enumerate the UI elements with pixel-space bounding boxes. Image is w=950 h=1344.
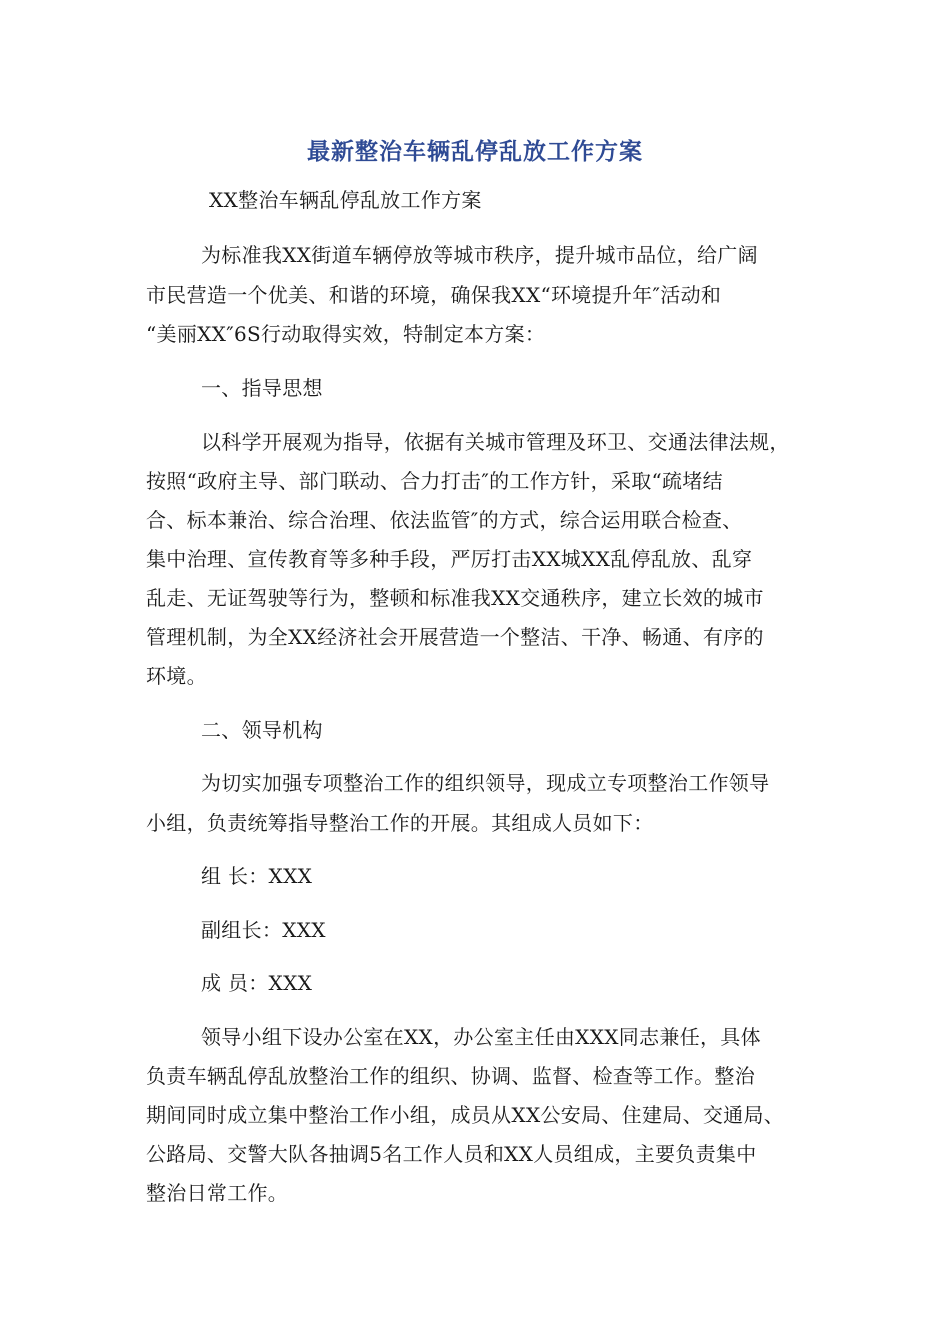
document-title: 最新整治车辆乱停乱放工作方案 [307,139,643,165]
section-heading-leadership: 二、领导机构 [201,718,323,742]
section1-line: 按照“政府主导、部门联动、合力打击″的工作方针，采取“疏堵结 [146,469,723,493]
section1-line: 环境。 [146,664,207,688]
section-heading-guiding: 一、指导思想 [201,376,323,400]
section1-line: 管理机制，为全XX经济社会开展营造一个整洁、干净、畅通、有序的 [146,625,764,649]
section2-line: 小组，负责统筹指导整治工作的开展。其组成人员如下： [146,811,654,835]
office-line: 期间同时成立集中整治工作小组，成员从XX公安局、住建局、交通局、 [146,1103,785,1127]
intro-line: 为标准我XX街道车辆停放等城市秩序，提升城市品位，给广阔 [201,243,758,267]
member-leader: 组 长：XXX [201,864,313,888]
intro-line: “美丽XX″6S行动取得实效，特制定本方案： [146,322,546,346]
office-line: 负责车辆乱停乱放整治工作的组织、协调、监督、检查等工作。整治 [146,1064,755,1088]
office-line: 整治日常工作。 [146,1181,289,1205]
section1-line: 以科学开展观为指导，依据有关城市管理及环卫、交通法律法规， [201,430,790,454]
section1-line: 合、标本兼治、综合治理、依法监管″的方式，综合运用联合检查、 [146,508,743,532]
member-members: 成 员：XXX [201,971,313,995]
section1-line: 乱走、无证驾驶等行为，整顿和标准我XX交通秩序，建立长效的城市 [146,586,764,610]
section1-line: 集中治理、宣传教育等多种手段，严厉打击XX城XX乱停乱放、乱穿 [146,547,753,571]
document-subtitle: XX整治车辆乱停乱放工作方案 [209,188,482,212]
intro-line: 市民营造一个优美、和谐的环境，确保我XX“环境提升年″活动和 [146,283,722,307]
office-line: 公路局、交警大队各抽调5名工作人员和XX人员组成，主要负责集中 [146,1142,757,1166]
section2-line: 为切实加强专项整治工作的组织领导，现成立专项整治工作领导 [201,771,770,795]
member-deputy: 副组长：XXX [201,918,326,942]
office-line: 领导小组下设办公室在XX，办公室主任由XXX同志兼任，具体 [201,1025,761,1049]
